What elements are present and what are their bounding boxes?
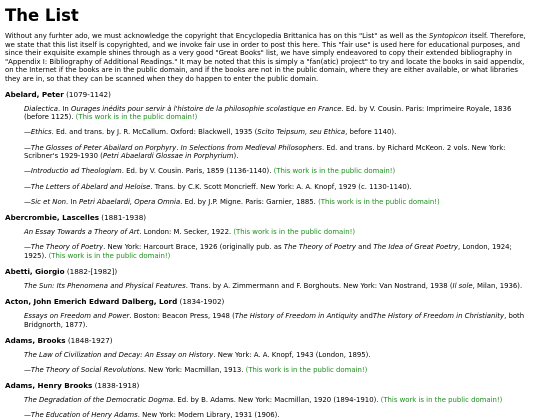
public-domain-note: (This work is in the public domain!) bbox=[48, 251, 171, 260]
work-title: The Theory of Social Revolutions bbox=[30, 366, 144, 374]
entry-text: , Milan, 1936). bbox=[472, 281, 523, 290]
author-dates: (1881-1938) bbox=[101, 212, 147, 222]
work-title-secondary: In Selections from Medieval Philosophers bbox=[180, 143, 323, 152]
work-title: The Theory of Poetry bbox=[30, 243, 104, 252]
author-heading bbox=[5, 297, 534, 306]
bibliography-entry bbox=[24, 351, 534, 360]
public-domain-note: (This work is in the public domain!) bbox=[245, 366, 368, 374]
author-dates: (1834-1902) bbox=[179, 297, 225, 307]
author-name: Abelard, Peter bbox=[5, 89, 64, 99]
entry-text: . Ed. by B. Adams. New York: Macmillan, 1920 (1894-1910). bbox=[173, 396, 381, 405]
entry-text: . New York: Harcourt Brace, 1926 (originally pub. as bbox=[103, 243, 284, 252]
work-title-secondary: Petri Abaelardi, Opera Omnia bbox=[79, 197, 181, 206]
entry-text: . New York: Macmillan, 1913. bbox=[143, 366, 246, 374]
entry-text: , both Bridgnorth, 1877). bbox=[24, 312, 525, 329]
intro-text-2: itself. Therefore, we state that this list itself is copyrighted, and we invoke fair use in order to post this here. This "fair use" is used here for educational purposes, and since their exquisite example shines through as a very good "Great Books" list, we have simply endeavored to copy their extended bibliography in "Appendix I: Bibliography of Additional Readings." It may be noted that this is simply a "fan(atic) project" to try and locate the books in said appendix, on the Internet if the books are in the public domain, and if the books are not in the public domain, where they are either available, or what libraries they are in, so that they can be scanned when they do happen to enter the public domain. bbox=[5, 32, 526, 83]
entry-dash: — bbox=[24, 243, 31, 252]
work-title: Dialectica bbox=[24, 104, 59, 113]
bibliography-list bbox=[5, 90, 534, 420]
work-title-secondary: Ourages inédits pour servir à l'histoire de la philosophie scolastique en France bbox=[71, 104, 342, 113]
entry-dash: — bbox=[24, 143, 31, 152]
bibliography-entry bbox=[24, 243, 534, 260]
work-title: The Education of Henry Adams bbox=[30, 411, 138, 420]
bibliography-entry bbox=[24, 312, 534, 329]
work-title-secondary: Il sole bbox=[452, 281, 473, 290]
intro-paragraph bbox=[5, 32, 534, 84]
intro-text-1: Without any furhter ado, we must acknowledge the copyright that Encyclopedia Brittanica has on this "List" as well as the bbox=[5, 32, 429, 40]
work-title-tertiary: Petri Abaelardi Glossae in Porphyrium bbox=[102, 152, 234, 161]
public-domain-note: (This work is in the public domain!) bbox=[380, 396, 503, 405]
author-dates: (1838-1918) bbox=[94, 381, 140, 391]
author-dates: (1079-1142) bbox=[66, 89, 111, 99]
entry-text: . Ed. by J.P. Migne. Paris: Garnier, 1885. bbox=[180, 197, 319, 206]
bibliography-entry bbox=[24, 105, 534, 122]
author-name: Abetti, Giorgio bbox=[5, 266, 65, 276]
entry-text: . New York: Modern Library, 1931 (1906). bbox=[137, 411, 280, 420]
author-heading bbox=[5, 336, 534, 345]
entry-dash: — bbox=[24, 197, 31, 206]
entry-dash: — bbox=[24, 128, 31, 137]
author-name: Adams, Brooks bbox=[5, 335, 66, 345]
work-title: The Glosses of Peter Abailard on Porphyry bbox=[30, 143, 177, 152]
public-domain-note: (This work is in the public domain!) bbox=[273, 167, 396, 176]
work-title: Ethics bbox=[30, 128, 52, 137]
entry-text: . London: M. Secker, 1922. bbox=[139, 227, 234, 236]
work-title-tertiary: The Idea of Great Poetry bbox=[373, 243, 458, 252]
author-heading bbox=[5, 90, 534, 99]
entry-dash: — bbox=[24, 167, 31, 176]
work-title: The Degradation of the Democratic Dogma bbox=[24, 396, 174, 405]
entry-text: ). bbox=[233, 152, 239, 161]
entry-text: . Ed. and trans. by Richard McKeon. 2 vols. New York: Scribner's 1929-1930 ( bbox=[24, 143, 506, 161]
author-heading bbox=[5, 267, 534, 276]
author-heading bbox=[5, 213, 534, 222]
public-domain-note: (This work is in the public domain!) bbox=[75, 113, 198, 122]
bibliography-entry bbox=[24, 183, 534, 192]
entry-dash: — bbox=[24, 411, 31, 420]
bibliography-entry bbox=[24, 198, 534, 207]
entry-dash: — bbox=[24, 182, 31, 191]
work-title: An Essay Towards a Theory of Art bbox=[24, 227, 140, 236]
intro-syntopicon: Syntopicon bbox=[429, 32, 468, 40]
bibliography-entry bbox=[24, 167, 534, 176]
bibliography-entry bbox=[24, 282, 534, 291]
entry-text: . Trans. by A. Zimmermann and F. Borghouts. New York: Van Nostrand, 1938 ( bbox=[185, 281, 453, 290]
entry-text: . Boston: Beacon Press, 1948 ( bbox=[129, 312, 235, 321]
entry-dash: — bbox=[24, 366, 31, 374]
entry-text: . Ed. by V. Cousin. Paris: Imprimeire Royale, 1836 (before 1125). bbox=[24, 104, 512, 122]
author-dates: (1882-[1982]) bbox=[66, 266, 118, 276]
author-name: Acton, John Emerich Edward Dalberg, Lord bbox=[5, 297, 178, 307]
public-domain-note: (This work is in the public domain!) bbox=[318, 197, 440, 206]
entry-text: . New York: A. A. Knopf, 1943 (London, 1895). bbox=[213, 350, 371, 359]
work-title: The Sun: Its Phenomena and Physical Features bbox=[24, 281, 186, 290]
work-title-secondary: Scito Teipsum, seu Ethica bbox=[257, 128, 346, 137]
bibliography-entry bbox=[24, 366, 534, 375]
entry-text: . Trans. by C.K. Scott Moncrieff. New York: A. A. Knopf, 1929 (c. 1130-1140). bbox=[150, 182, 412, 191]
entry-text: , London, 1924; 1925). bbox=[24, 243, 512, 260]
bibliography-entry bbox=[24, 128, 534, 137]
entry-text: and bbox=[357, 312, 373, 321]
entry-text: . Ed. and trans. by J. R. McCallum. Oxford: Blackwell, 1935 ( bbox=[51, 128, 258, 137]
entry-text: , before 1140). bbox=[345, 128, 397, 137]
work-title: Introductio ad Theologiam bbox=[30, 167, 122, 176]
author-dates: (1848-1927) bbox=[67, 335, 113, 345]
author-heading bbox=[5, 381, 534, 390]
bibliography-entry bbox=[24, 411, 534, 420]
bibliography-entry bbox=[24, 144, 534, 161]
entry-text: . In bbox=[58, 104, 71, 113]
work-title: Sic et Non bbox=[30, 197, 67, 206]
entry-text: . In bbox=[66, 197, 80, 206]
entry-text: . Ed. by V. Cousin. Paris, 1859 (1136-1140). bbox=[121, 167, 274, 176]
work-title: The Law of Civilization and Decay: An Essay on History bbox=[24, 350, 214, 359]
work-title-secondary: The Theory of Poetry bbox=[283, 243, 356, 252]
page-title: The List bbox=[5, 6, 79, 25]
public-domain-note: (This work is in the public domain!) bbox=[233, 227, 356, 236]
entry-text: and bbox=[355, 243, 374, 252]
work-title: Essays on Freedom and Power bbox=[24, 312, 130, 321]
author-name: Adams, Henry Brooks bbox=[5, 381, 93, 391]
work-title-secondary: The History of Freedom in Antiquity bbox=[234, 312, 358, 321]
entry-text: . bbox=[176, 143, 181, 152]
author-name: Abercrombie, Lascelles bbox=[5, 212, 99, 222]
work-title-tertiary: The History of Freedom in Christianity bbox=[372, 312, 505, 321]
bibliography-entry bbox=[24, 228, 534, 237]
work-title: The Letters of Abelard and Heloise bbox=[30, 182, 151, 191]
bibliography-entry bbox=[24, 396, 534, 405]
